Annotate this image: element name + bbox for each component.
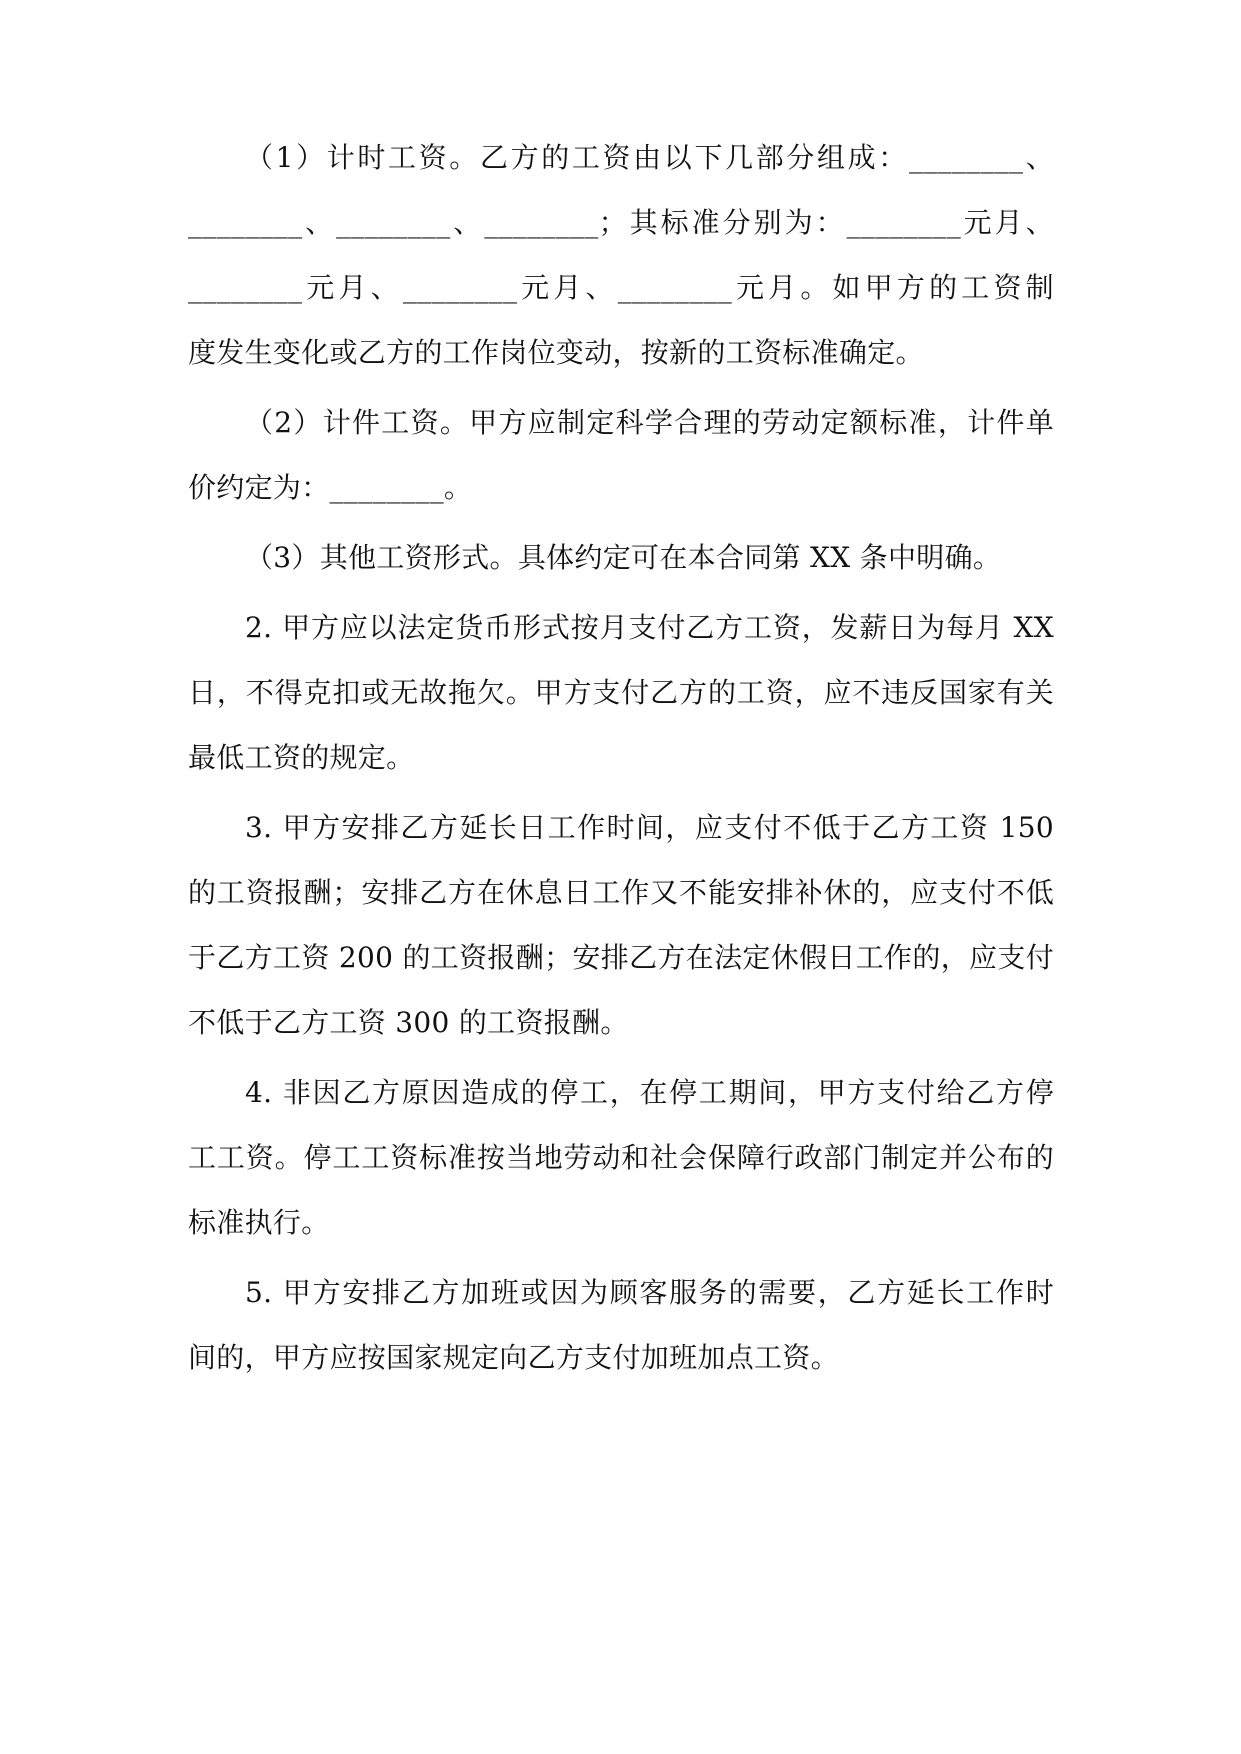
text-line: 度发生变化或乙方的工作岗位变动，按新的工资标准确定。 [188, 336, 924, 369]
text-line: 标准执行。 [188, 1206, 330, 1239]
text-line: ________、________、________；其标准分别为：________元月、 [188, 206, 1054, 239]
text-line: 2. 甲方应以法定货币形式按月支付乙方工资，发薪日为每月 XX [245, 611, 1054, 644]
text-line: （3）其他工资形式。具体约定可在本合同第 XX 条中明确。 [245, 541, 1002, 574]
text-line: 最低工资的规定。 [188, 741, 415, 774]
text-line: 价约定为：________。 [188, 471, 473, 504]
text-line: 不低于乙方工资 300 的工资报酬。 [188, 1006, 629, 1039]
text-line: （2）计件工资。甲方应制定科学合理的劳动定额标准，计件单 [245, 406, 1054, 439]
text-line: （1）计时工资。乙方的工资由以下几部分组成：________、 [245, 141, 1054, 174]
text-line: 的工资报酬；安排乙方在休息日工作又不能安排补休的，应支付不低 [188, 876, 1054, 909]
text-line: 日，不得克扣或无故拖欠。甲方支付乙方的工资，应不违反国家有关 [188, 676, 1054, 709]
text-line: 于乙方工资 200 的工资报酬；安排乙方在法定休假日工作的，应支付 [188, 941, 1054, 974]
text-line: 3. 甲方安排乙方延长日工作时间，应支付不低于乙方工资 150 [245, 811, 1054, 844]
text-line: 工工资。停工工资标准按当地劳动和社会保障行政部门制定并公布的 [188, 1141, 1054, 1174]
text-line: 5. 甲方安排乙方加班或因为顾客服务的需要，乙方延长工作时 [245, 1276, 1054, 1309]
text-line: 4. 非因乙方原因造成的停工，在停工期间，甲方支付给乙方停 [245, 1076, 1054, 1109]
text-line: ________元月、________元月、________元月。如甲方的工资制 [188, 271, 1054, 304]
text-line: 间的，甲方应按国家规定向乙方支付加班加点工资。 [188, 1341, 839, 1374]
